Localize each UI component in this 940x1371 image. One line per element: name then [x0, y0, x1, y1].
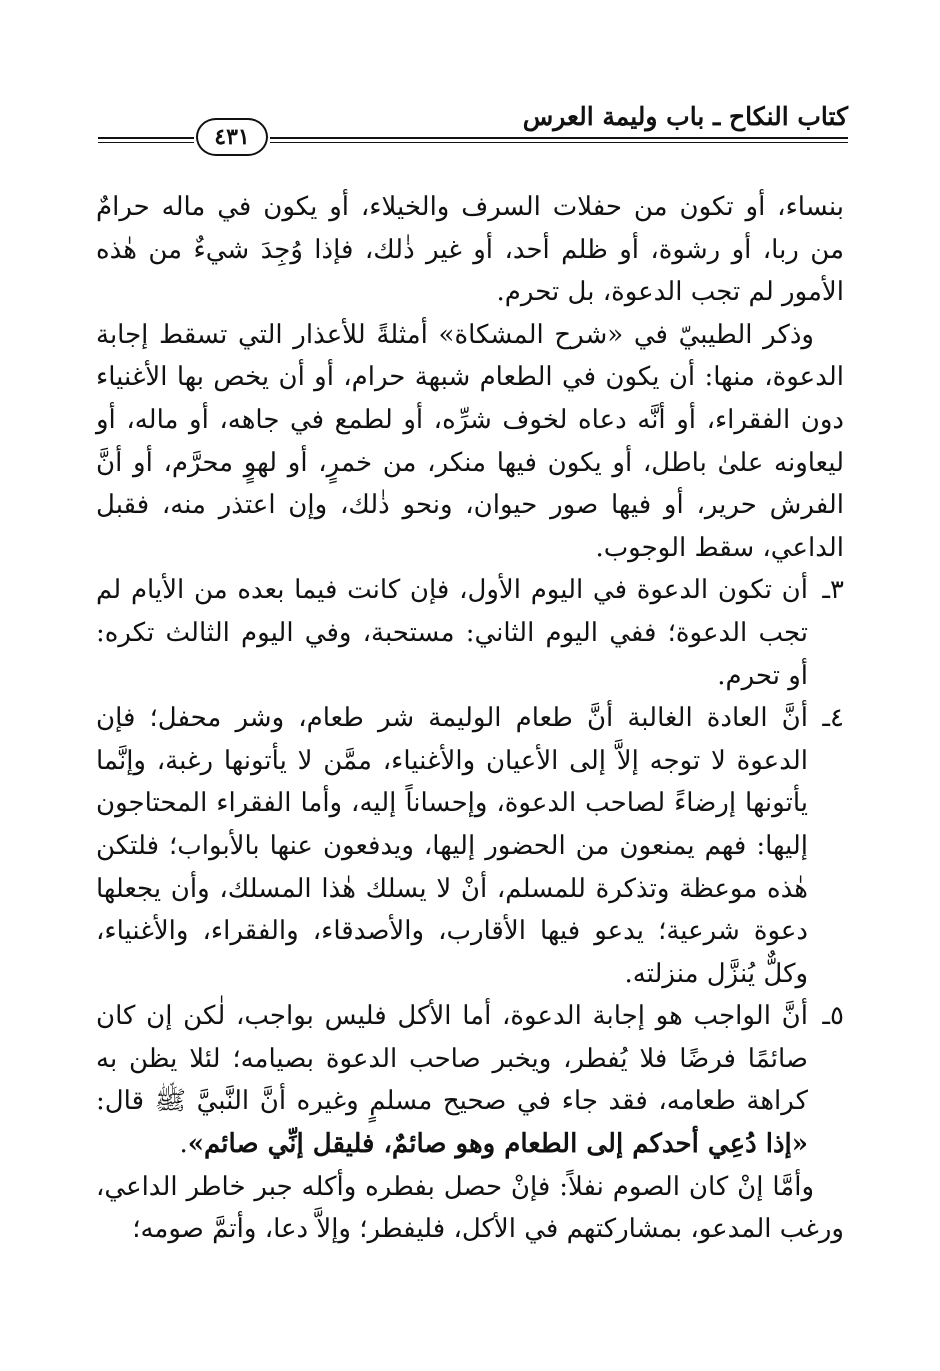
header-rule-left-top	[98, 137, 194, 139]
list-item-5	[96, 995, 844, 1165]
header-rule-right-top	[270, 137, 848, 139]
paragraph-voluntary-fast: وأمَّا إنْ كان الصوم نفلاً: فإنْ حصل بفطره وأكله جبر خاطر الداعي، ورغب المدعو، بمشاركتهم في الأكل، فليفطر؛ وإلاَّ دعا، وأتمَّ صومه؛	[96, 1171, 844, 1245]
paragraph-continuation: بنساء، أو تكون من حفلات السرف والخيلاء، أو يكون في ماله حرامٌ من ربا، أو رشوة، أو ظلم أحد، أو غير ذٰلك، فإذا وُجِدَ شيءٌ من هٰذه الأمور لم تجب الدعوة، بل تحرم.	[96, 192, 844, 308]
running-header-title: كتاب النكاح ـ باب وليمة العرس	[522, 102, 848, 131]
page-number: ٤٣١	[196, 118, 268, 156]
list-item-3-text: أن تكون الدعوة في اليوم الأول، فإن كانت فيما بعده من الأيام لم تجب الدعوة؛ ففي اليوم الثاني: مستحبة، وفي اليوم الثالث تكره: أو تحرم.	[96, 575, 808, 691]
list-number-3: ٣ـ	[822, 575, 844, 606]
header-rule-right-bottom	[270, 142, 848, 143]
paragraph-tibi-excuses: وذكر الطيبيّ في «شرح المشكاة» أمثلةً للأعذار التي تسقط إجابة الدعوة، منها: أن يكون في الطعام شبهة حرام، أو أن يخص بها الأغنياء دون الفقراء، أو أنَّه دعاه لخوف شرِّه، أو لطمع في جاهه، أو ماله، أو ليعاونه علىٰ باطل، أو يكون فيها منكر، من خمرٍ، أو لهوٍ محرَّم، أو أنَّ الفرش حرير، أو فيها صور حيوان، ونحو ذٰلك، وإن اعتذر منه، فقبل الداعي، سقط الوجوب.	[96, 319, 844, 563]
list-number-5: ٥ـ	[822, 1001, 844, 1032]
list-item-3	[96, 569, 844, 697]
header-rule-left-bottom	[98, 142, 194, 143]
list-item-4-text: أنَّ العادة الغالبة أنَّ طعام الوليمة شر طعام، وشر محفل؛ فإن الدعوة لا توجه إلاَّ إلى الأعيان والأغنياء، ممَّن لا يأتونها رغبة، وإنَّما يأتونها إرضاءً لصاحب الدعوة، وإحساناً إليه، وأما الفقراء المحتاجون إليها: فهم يمنعون من الحضور إليها، ويدفعون عنها بالأبواب؛ فلتكن هٰذه موعظة وتذكرة للمسلم، أنْ لا يسلك هٰذا المسلك، وأن يجعلها دعوة شرعية؛ يدعو فيها الأقارب، والأصدقاء، والفقراء، والأغنياء، وكلٌّ يُنزَّل منزلته.	[96, 703, 808, 989]
list-item-5-end: .	[179, 1129, 188, 1160]
hadith-quote: «إذا دُعِي أحدكم إلى الطعام وهو صائمٌ، فليقل إنِّي صائم»	[187, 1129, 808, 1160]
list-item-5-text: أنَّ الواجب هو إجابة الدعوة، أما الأكل فليس بواجب، لٰكن إن كان صائمًا فرضًا فلا يُفطر، ويخبر صاحب الدعوة بصيامه؛ لئلا يظن به كراهة طعامه، فقد جاء في صحيح مسلمٍ وغيره أنَّ النَّبيَّ ﷺ قال:	[96, 1001, 808, 1117]
body-text	[96, 186, 844, 1251]
list-item-4	[96, 697, 844, 995]
list-number-4: ٤ـ	[822, 703, 844, 734]
